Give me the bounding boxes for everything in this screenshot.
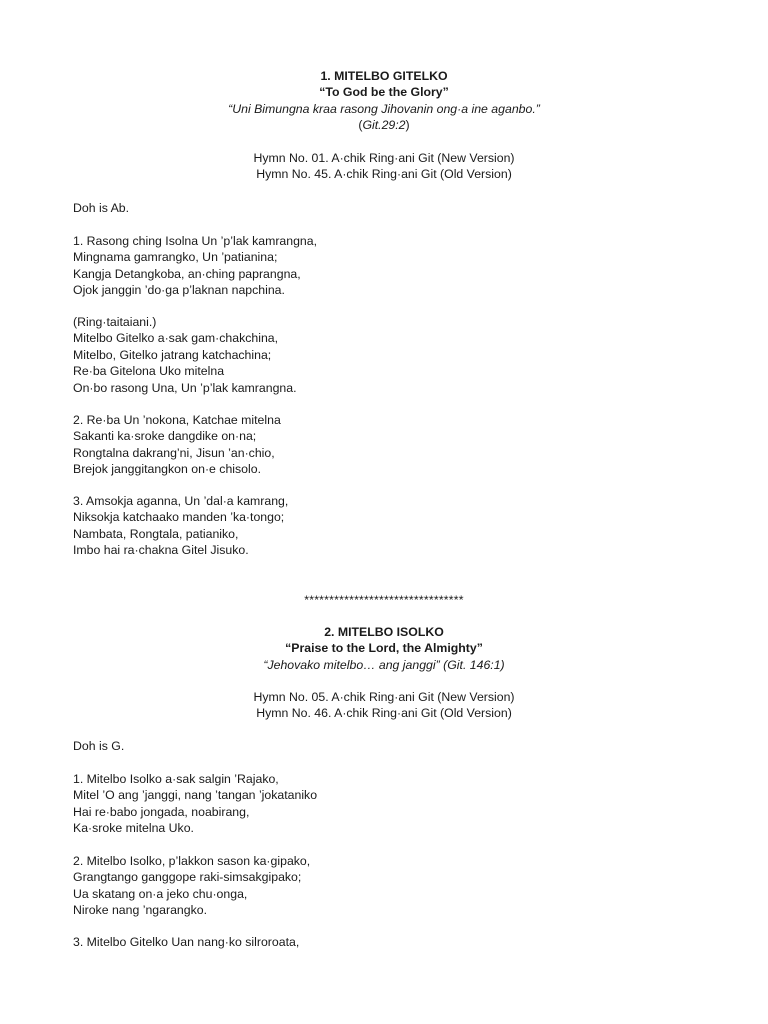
- hymn2-key: [73, 738, 693, 754]
- lyric-line: Hai re·babo jongada, noabirang,: [73, 804, 250, 819]
- lyric-line: 2. Re·ba Un ’nokona, Katchae mitelna: [73, 413, 281, 427]
- hymn1-stanza-2: [73, 412, 693, 478]
- hymn2-stanza-3: [73, 934, 693, 950]
- lyric-line: (Ring·taitaiani.): [73, 315, 157, 329]
- lyric-line: Imbo hai ra·chakna Gitel Jisuko.: [73, 543, 249, 558]
- hymn1-ref-old: Hymn No. 45. A·chik Ring·ani Git (Old Version): [256, 167, 512, 182]
- lyric-line: Mingnama gamrangko, Un ’patianina;: [73, 250, 278, 265]
- lyric-line: On·bo rasong Una, Un ’p’lak kamrangna.: [73, 380, 297, 395]
- hymn1-english-title: “To God be the Glory”: [319, 85, 449, 100]
- hymn2-number-title: 2. MITELBO ISOLKO: [324, 625, 444, 639]
- hymn2-key-text: Doh is G.: [73, 739, 125, 753]
- hymn1-number-title: 1. MITELBO GITELKO: [320, 69, 448, 83]
- section-separator: [0, 592, 768, 608]
- hymn1-verse-quote: “Uni Bimungna kraa rasong Jihovanin ong·a ine aganbo.”: [228, 101, 540, 116]
- lyric-line: Mitelbo Gitelko a·sak gam·chakchina,: [73, 331, 279, 346]
- hymn1-key: [73, 200, 693, 216]
- lyric-line: Brejok janggitangkon on·e chisolo.: [73, 462, 261, 477]
- lyric-line: 2. Mitelbo Isolko, p’lakkon sason ka·gipako,: [73, 854, 311, 868]
- lyric-line: 1. Rasong ching Isolna Un ’p’lak kamrangna,: [73, 234, 318, 248]
- hymn1-stanza-1: [73, 233, 693, 299]
- hymn1-chorus: [73, 314, 693, 396]
- asterisk-divider: ********************************: [304, 593, 464, 607]
- lyric-line: Niksokja katchaako manden ’ka·tongo;: [73, 510, 285, 525]
- lyric-line: Niroke nang ’ngarangko.: [73, 903, 207, 918]
- lyric-line: Grangtango ganggope raki-simsakgipako;: [73, 870, 302, 885]
- hymn2-references: [0, 689, 768, 722]
- hymn2-header: [0, 624, 768, 673]
- hymn1-ref-new: Hymn No. 01. A·chik Ring·ani Git (New Version): [253, 151, 515, 165]
- hymn1-header: [0, 68, 768, 134]
- lyric-line: 1. Mitelbo Isolko a·sak salgin ’Rajako,: [73, 772, 279, 786]
- lyric-line: Mitelbo, Gitelko jatrang katchachina;: [73, 347, 272, 362]
- hymn2-ref-new: Hymn No. 05. A·chik Ring·ani Git (New Version): [253, 690, 515, 704]
- lyric-line: Kangja Detangkoba, an·ching paprangna,: [73, 266, 301, 281]
- hymn1-key-text: Doh is Ab.: [73, 201, 130, 215]
- lyric-line: Rongtalna dakrang’ni, Jisun ’an·chio,: [73, 445, 275, 460]
- hymn2-stanza-2: [73, 853, 693, 919]
- lyric-line: Mitel ’O ang ’janggi, nang ’tangan ’jokataniko: [73, 788, 318, 803]
- lyric-line: 3. Amsokja aganna, Un ’dal·a kamrang,: [73, 494, 289, 508]
- hymn1-references: [0, 150, 768, 183]
- hymn1-stanza-3: [73, 493, 693, 559]
- hymn2-ref-old: Hymn No. 46. A·chik Ring·ani Git (Old Version): [256, 706, 512, 721]
- lyric-line: Sakanti ka·sroke dangdike on·na;: [73, 429, 257, 444]
- hymn2-verse-quote: “Jehovako mitelbo… ang janggi” (Git. 146:1): [263, 657, 505, 672]
- lyric-line: Nambata, Rongtala, patianiko,: [73, 526, 239, 541]
- lyric-line: Ua skatang on·a jeko chu·onga,: [73, 886, 248, 901]
- lyric-line: Ka·sroke mitelna Uko.: [73, 821, 194, 836]
- lyric-line: Re·ba Gitelona Uko mitelna: [73, 364, 225, 379]
- lyric-line: 3. Mitelbo Gitelko Uan nang·ko silroroata,: [73, 935, 300, 949]
- hymn1-verse-ref: (Git.29:2): [358, 118, 410, 133]
- hymn2-stanza-1: [73, 771, 693, 837]
- lyric-line: Ojok janggin ’do·ga p’laknan napchina.: [73, 283, 285, 298]
- hymn2-english-title: “Praise to the Lord, the Almighty”: [285, 641, 483, 656]
